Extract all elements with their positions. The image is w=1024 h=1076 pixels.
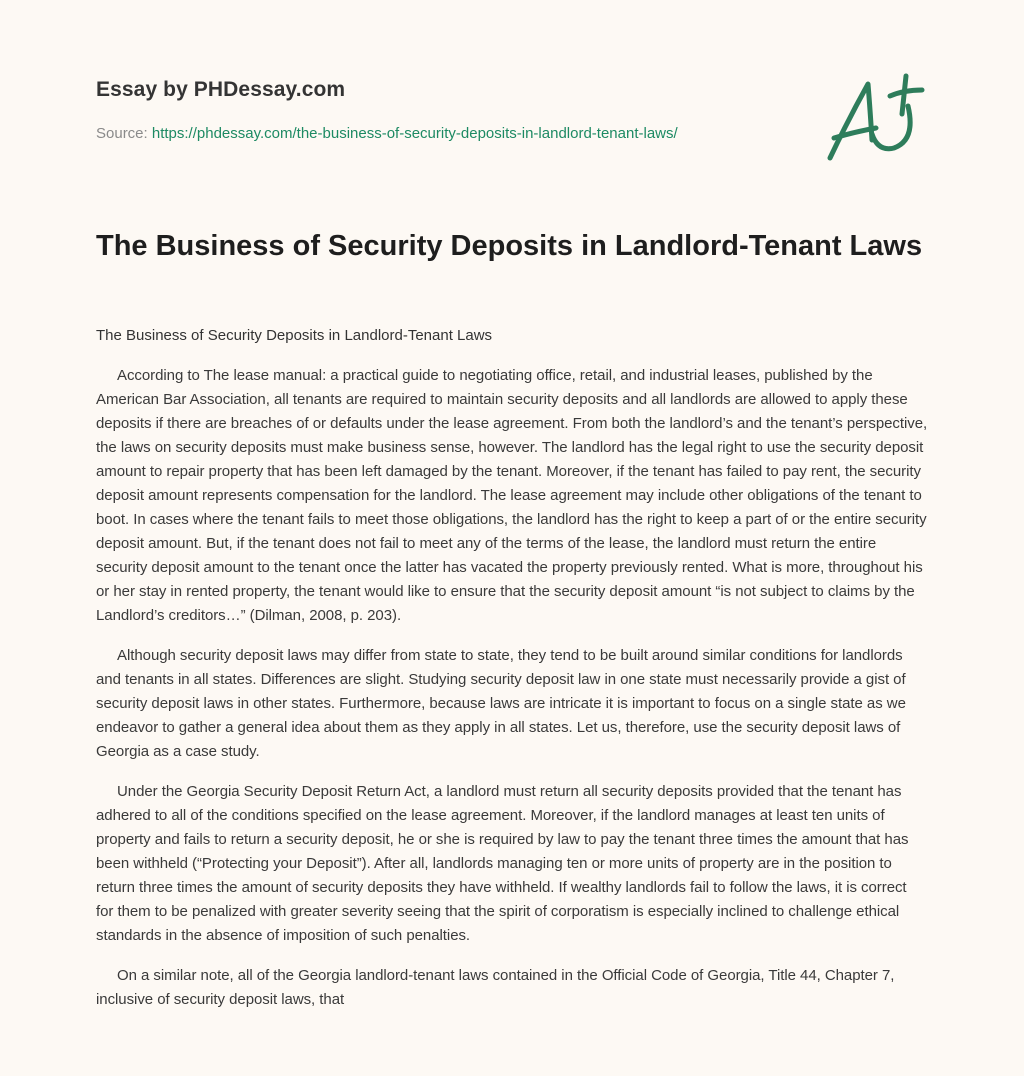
essay-header [96, 76, 816, 144]
essay-subtitle: The Business of Security Deposits in Landlord-Tenant Laws [96, 327, 493, 344]
essay-paragraph: According to The lease manual: a practical guide to negotiating office, retail, and industrial leases, published by the American Bar Association, all tenants are required to maintain security deposits and all landlords are allowed to apply these deposits if there are breaches of or defaults under the lease agreement. From both the landlord’s and the tenant’s perspective, the laws on security deposits must make business sense, however. The landlord has the legal right to use the security deposit amount to repair property that has been left damaged by the tenant. Moreover, if the tenant has failed to pay rent, the security deposit amount represents compensation for the landlord. The lease agreement may include other obligations of the tenant to boot. In cases where the tenant fails to meet those obligations, the landlord has the right to keep a part of or the entire security deposit amount. But, if the tenant does not fail to meet any of the terms of the lease, the landlord must return the entire security deposit amount to the tenant once the latter has vacated the property previously rented. What is more, throughout his or her stay in rented property, the tenant would like to ensure that the security deposit amount “is not subject to claims by the Landlord’s creditors…” (Dilman, 2008, p. 203). [96, 367, 928, 624]
essay-paragraph: Under the Georgia Security Deposit Return Act, a landlord must return all security deposits provided that the tenant has adhered to all of the conditions specified on the lease agreement. Moreover, if the landlord manages at least ten units of property and fails to return a security deposit, he or she is required by law to pay the tenant three times the amount that has been withheld (“Protecting your Deposit”). After all, landlords managing ten or more units of property are in the position to return three times the amount of security deposits they have withheld. If wealthy landlords fail to follow the laws, it is correct for them to be penalized with greater severity seeing that the spirit of corporatism is especially inclined to challenge ethical standards in the absence of imposition of such penalties. [96, 783, 909, 944]
essay-paragraph: Although security deposit laws may differ from state to state, they tend to be built around similar conditions for landlords and tenants in all states. Differences are slight. Studying security deposit law in one state must necessarily provide a gist of security deposit laws in other states. Furthermore, because laws are intricate it is important to focus on a single state as we endeavor to gather a general idea about them as they apply in all states. Let us, therefore, use the security deposit laws of Georgia as a case study. [96, 647, 906, 760]
source-line [96, 124, 816, 144]
essay-title: The Business of Security Deposits in Landlord-Tenant Laws [96, 230, 923, 262]
essay-body [96, 324, 928, 1028]
essay-paragraph: On a similar note, all of the Georgia landlord-tenant laws contained in the Official Code of Georgia, Title 44, Chapter 7, inclusive of security deposit laws, that [96, 967, 895, 1008]
a-plus-grade-icon [820, 68, 930, 164]
source-link[interactable]: https://phdessay.com/the-business-of-security-deposits-in-landlord-tenant-laws/ [151, 125, 678, 142]
source-label: Source: [96, 125, 148, 142]
site-title: Essay by PHDessay.com [96, 78, 346, 101]
